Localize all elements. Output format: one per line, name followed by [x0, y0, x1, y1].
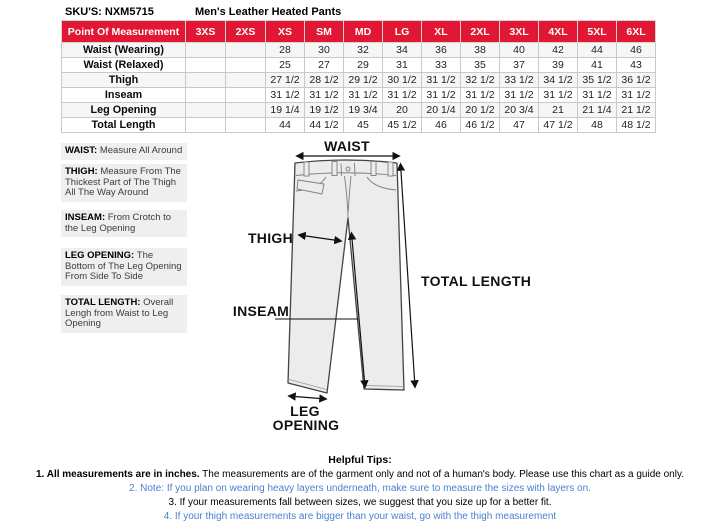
table-row	[62, 73, 656, 88]
measurement-cell: 32	[344, 43, 383, 58]
size-table-header-row	[62, 21, 656, 43]
definition-term: INSEAM:	[65, 212, 108, 223]
tips-list	[0, 468, 720, 524]
measurement-cell: 48 1/2	[617, 118, 656, 133]
measurement-cell: 20 1/4	[422, 103, 461, 118]
row-label: Waist (Wearing)	[62, 43, 186, 58]
definition-term: LEG OPENING:	[65, 250, 137, 261]
measurement-cell: 32 1/2	[461, 73, 500, 88]
col-header-3xs: 3XS	[186, 21, 226, 43]
measurement-cell: 36 1/2	[617, 73, 656, 88]
measurement-cell: 44 1/2	[305, 118, 344, 133]
tips-title: Helpful Tips:	[328, 454, 392, 466]
measurement-cell: 20	[383, 103, 422, 118]
measurement-cell: 30	[305, 43, 344, 58]
measurement-cell: 31 1/2	[461, 88, 500, 103]
measurement-cell: 36	[422, 43, 461, 58]
measurement-cell	[186, 58, 226, 73]
sku-label: SKU'S: NXM5715	[65, 6, 154, 18]
waist-button	[346, 167, 350, 171]
tip-item: 1. All measurements are in inches. The measurements are of the garment only and not of a human's body. Please use this chart as a guide only.	[35, 469, 684, 480]
measurement-cell: 34 1/2	[539, 73, 578, 88]
measurement-cell: 39	[539, 58, 578, 73]
measurement-cell: 19 3/4	[344, 103, 383, 118]
measurement-cell: 31 1/2	[617, 88, 656, 103]
measurement-cell: 33	[422, 58, 461, 73]
measurement-cell	[186, 43, 226, 58]
measurement-cell: 28 1/2	[305, 73, 344, 88]
leg-opening-label-line1: LEG	[290, 403, 320, 419]
definition-total-length	[61, 295, 187, 333]
belt-loop	[332, 162, 337, 176]
measurement-cell	[226, 73, 266, 88]
measurement-cell: 27 1/2	[266, 73, 305, 88]
measurement-cell: 31 1/2	[344, 88, 383, 103]
definition-term: TOTAL LENGTH:	[65, 297, 144, 308]
col-header-sm: SM	[305, 21, 344, 43]
definition-text: Measure From The Thickest Part of The Thigh All The Way Around	[65, 166, 181, 198]
measurement-cell: 31 1/2	[578, 88, 617, 103]
row-label: Leg Opening	[62, 103, 186, 118]
measurement-cell	[226, 118, 266, 133]
table-row	[62, 118, 656, 133]
col-header-2xl: 2XL	[461, 21, 500, 43]
row-label: Total Length	[62, 118, 186, 133]
measurement-cell: 40	[500, 43, 539, 58]
measurement-cell: 44	[266, 118, 305, 133]
measurement-cell: 41	[578, 58, 617, 73]
measurement-cell	[226, 43, 266, 58]
col-header-2xs: 2XS	[226, 21, 266, 43]
measurement-cell: 25	[266, 58, 305, 73]
measurement-cell	[186, 118, 226, 133]
measurement-cell: 27	[305, 58, 344, 73]
tip-item: 4. If your thigh measurements are bigger than your waist, go with the thigh measurement	[163, 511, 557, 522]
definition-text: The Bottom of The Leg Opening From Side To Side	[65, 250, 182, 282]
measurement-cell: 34	[383, 43, 422, 58]
measurement-cell: 19 1/4	[266, 103, 305, 118]
col-header-5xl: 5XL	[578, 21, 617, 43]
measurement-cell: 21	[539, 103, 578, 118]
measurement-cell: 31 1/2	[266, 88, 305, 103]
measurement-cell: 43	[617, 58, 656, 73]
measurement-cell	[226, 88, 266, 103]
col-header-lg: LG	[383, 21, 422, 43]
measurement-cell: 31 1/2	[500, 88, 539, 103]
col-header-xl: XL	[422, 21, 461, 43]
row-label: Inseam	[62, 88, 186, 103]
definition-text: Overall Lengh from Waist to Leg Opening	[65, 297, 174, 329]
measurement-cell: 46	[422, 118, 461, 133]
definition-text: From Crotch to the Leg Opening	[65, 212, 172, 234]
measurement-cell: 31	[383, 58, 422, 73]
measurement-cell: 48	[578, 118, 617, 133]
measurement-cell: 37	[500, 58, 539, 73]
definition-thigh	[61, 164, 187, 202]
measurement-cell	[226, 58, 266, 73]
row-label: Waist (Relaxed)	[62, 58, 186, 73]
definition-term: THIGH:	[65, 166, 101, 177]
measurement-cell: 31 1/2	[305, 88, 344, 103]
measurement-cell: 47 1/2	[539, 118, 578, 133]
inseam-label: INSEAM	[232, 303, 290, 319]
measurement-cell: 47	[500, 118, 539, 133]
measurement-cell: 20 1/2	[461, 103, 500, 118]
size-table-body	[62, 43, 656, 133]
measurement-cell: 31 1/2	[539, 88, 578, 103]
table-row	[62, 103, 656, 118]
measurement-cell: 28	[266, 43, 305, 58]
measurement-cell: 19 1/2	[305, 103, 344, 118]
thigh-label: THIGH	[247, 230, 293, 246]
col-header-xs: XS	[266, 21, 305, 43]
definition-inseam	[61, 210, 187, 237]
tip-bold-text: 1. All measurements are in inches.	[35, 469, 200, 480]
waist-label: WAIST	[324, 138, 370, 154]
pants-outline	[288, 160, 404, 393]
definition-text: Measure All Around	[99, 145, 183, 156]
measurement-cell: 46	[617, 43, 656, 58]
row-label: Thigh	[62, 73, 186, 88]
measurement-cell: 45	[344, 118, 383, 133]
measurement-cell	[226, 103, 266, 118]
col-header-3xl: 3XL	[500, 21, 539, 43]
definition-waist	[61, 143, 187, 160]
measurement-cell: 33 1/2	[500, 73, 539, 88]
size-chart-table	[61, 20, 656, 133]
measurement-cell: 35	[461, 58, 500, 73]
measurement-cell: 30 1/2	[383, 73, 422, 88]
col-header-point-of-measurement: Point Of Measurement	[62, 21, 186, 43]
measurement-cell: 31 1/2	[383, 88, 422, 103]
leg-opening-label-line2: OPENING	[272, 417, 340, 433]
col-header-4xl: 4XL	[539, 21, 578, 43]
tip-item: 3. If your measurements fall between sizes, we suggest that you size up for a better fit.	[168, 497, 552, 508]
leg-opening-arrow	[289, 396, 326, 399]
belt-loop	[304, 162, 309, 176]
belt-loop	[371, 162, 376, 176]
measurement-cell	[186, 88, 226, 103]
table-row	[62, 43, 656, 58]
product-name: Men's Leather Heated Pants	[195, 6, 342, 18]
pants-diagram	[225, 138, 535, 438]
tip-item: 2. Note: If you plan on wearing heavy layers underneath, make sure to measure the sizes with layers on.	[129, 483, 591, 494]
measurement-cell	[186, 73, 226, 88]
measurement-cell	[186, 103, 226, 118]
table-row	[62, 88, 656, 103]
definition-term: WAIST:	[65, 145, 100, 156]
measurement-cell: 21 1/4	[578, 103, 617, 118]
measurement-cell: 42	[539, 43, 578, 58]
measurement-cell: 46 1/2	[461, 118, 500, 133]
helpful-tips-section	[0, 454, 720, 524]
measurement-cell: 31 1/2	[422, 88, 461, 103]
measurement-cell: 29	[344, 58, 383, 73]
total-length-label: TOTAL LENGTH	[421, 273, 532, 289]
definition-leg-opening	[61, 248, 187, 286]
measurement-cell: 38	[461, 43, 500, 58]
belt-loop	[388, 162, 393, 176]
col-header-md: MD	[344, 21, 383, 43]
table-row	[62, 58, 656, 73]
measurement-cell: 31 1/2	[422, 73, 461, 88]
measurement-cell: 20 3/4	[500, 103, 539, 118]
measurement-cell: 21 1/2	[617, 103, 656, 118]
measurement-cell: 29 1/2	[344, 73, 383, 88]
measurement-cell: 45 1/2	[383, 118, 422, 133]
measurement-cell: 35 1/2	[578, 73, 617, 88]
measurement-cell: 44	[578, 43, 617, 58]
col-header-6xl: 6XL	[617, 21, 656, 43]
